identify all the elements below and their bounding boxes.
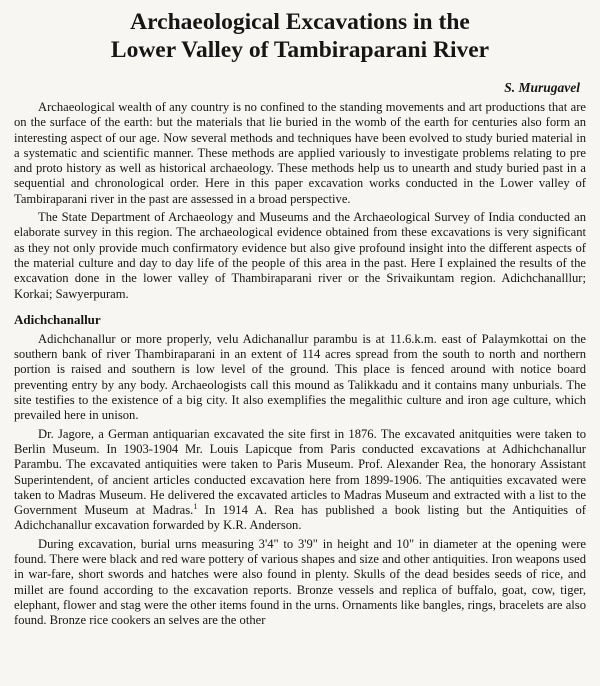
intro-paragraph-1: Archaeological wealth of any country is no confined to the standing movements and art productions that are on the surface of the earth: but the materials that lie buried in the womb of the earth for centuries also form an interesting aspect of our age. Now several methods and techniques have been evolved to study buried material in a systematic and scientific manner. These methods are applied variously to investigate problems relating to pre and proto history as well as historical archaeology. These methods help us to unearth and study buried past in a sequential and chronological order. Here in this paper excavation works conducted in the Lower valley of Tambiraparani river in the past are assessed in a broad perspective. bbox=[14, 100, 586, 206]
author-name: S. Murugavel bbox=[504, 80, 580, 95]
document-title bbox=[14, 8, 586, 64]
section-paragraph-3: During excavation, burial urns measuring 3'4" to 3'9" in height and 10" in diameter at the opening were found. There were black and red ware pottery of various shapes and size and other antiquities. Iron weapons used in war-fare, short swords and hatches were also found in plenty. Skulls of the dead besides seeds of rice, and millet are found according to the excavation reports. Bronze vessels and replica of buffalo, goat, cow, tiger, elephant, flower and stag were the other items found in the urns. Ornaments like bangles, rings, bracelets are also found. Bronze rice cookers an selves are the other bbox=[14, 536, 586, 628]
section-heading: Adichchanallur bbox=[14, 311, 101, 327]
section-paragraph-2-part-a: Dr. Jagore, a German antiquarian excavated the site first in 1876. The excavated anitquities were taken to Berlin Museum. In 1903-1904 Mr. Louis Lapicque from Paris conducted excavations at Adhichchanallur Parambu. The excavated antiquities were taken to Paris Museum. Prof. Alexander Rea, the honorary Assistant Superintendent, of ancient articles conducted excavation here from 1899-1906. The antiquities excavated were taken to Madras Museum. He delivered the excavated articles to Madras Museum and extracted with a list to the Government Museum at Madras. bbox=[14, 426, 586, 518]
footnote-marker: 1 bbox=[193, 501, 198, 511]
section-paragraph-2-part-b: In 1914 A. Rea has published a book listing but the Antiquities of Adichchanallur excavation forwarded by K.R. Anderson. bbox=[14, 503, 586, 533]
section-paragraph-1: Adichchanallur or more properly, velu Adichanallur parambu is at 11.6.k.m. east of Palaymkottai on the southern bank of river Thambiraparani in an extent of 114 acres spread from the south to north and northern portion is raised and southern is low level of the ground. This place is fenced around with notice board preventing entry by any body. Archaeologists call this mound as Talikkadu and it contains many unburials. The site testifies to the existence of a big city. It also exemplifies the megalithic culture and iron age culture, which prevailed here in unison. bbox=[14, 331, 586, 423]
title-line-1: Archaeological Excavations in the bbox=[130, 9, 470, 35]
intro-paragraph-2: The State Department of Archaeology and Museums and the Archaeological Survey of India conducted an elaborate survey in this region. The archaeological evidence obtained from these excavations is very significant as they not only provide much confirmatory evidence but also give profound insight into the different aspects of the material culture and day to day life of the people of this area in the past. Here I explained the results of the excavation done in the lower valley of Thambiraparani river or the Srivaikuntam region. Adichchanalllur; Korkai; Sawyerpuram. bbox=[14, 210, 586, 301]
section-paragraph-2 bbox=[14, 427, 586, 534]
title-line-2: Lower Valley of Tambiraparani River bbox=[110, 37, 490, 63]
